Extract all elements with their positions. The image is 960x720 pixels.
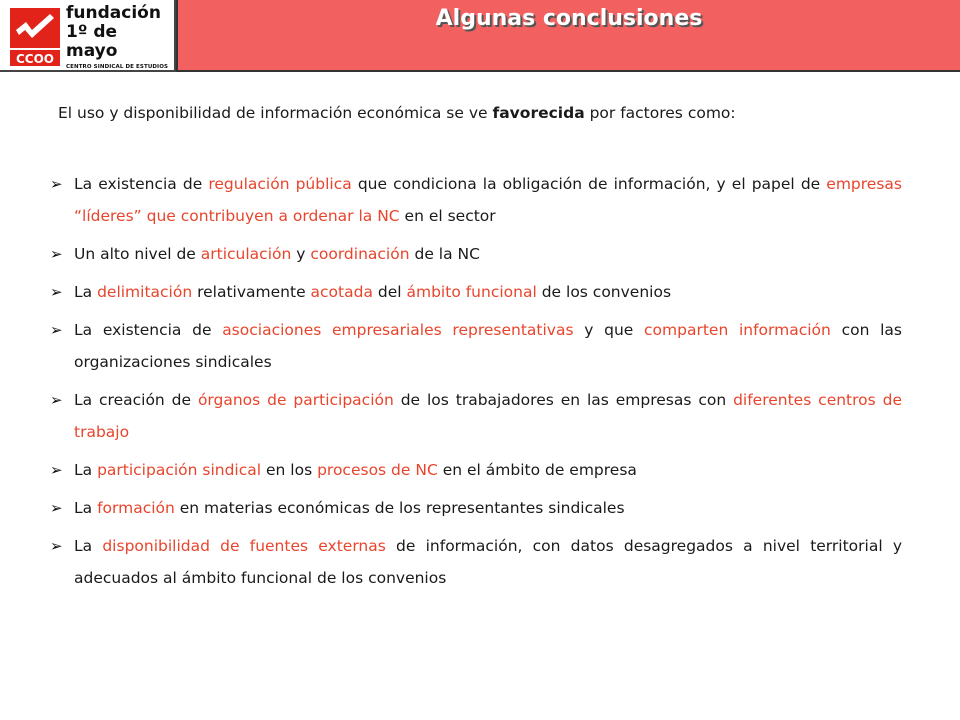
intro-after: por factores como: — [584, 104, 736, 122]
highlight-text: comparten información — [644, 321, 831, 339]
arrow-bullet-icon: ➢ — [50, 391, 63, 409]
plain-text: y — [291, 245, 311, 263]
logo — [0, 0, 176, 72]
highlight-text: disponibilidad de fuentes externas — [102, 537, 386, 555]
bullet-item — [50, 530, 903, 594]
plain-text: de información, con datos desagregados a nivel territorial y adecuados al ámbito funcional de los convenios — [74, 537, 903, 587]
plain-text: La — [74, 461, 98, 479]
highlight-text: participación sindical — [97, 461, 262, 479]
highlight-text: coordinación — [310, 245, 410, 263]
bullet-item — [50, 384, 903, 448]
intro-before: El uso y disponibilidad de información económica se ve — [58, 104, 493, 122]
logo-line1: fundación — [66, 3, 161, 23]
highlight-text: ámbito funcional — [406, 283, 537, 301]
highlight-text: órganos de participación — [197, 391, 394, 409]
bullet-item — [50, 492, 902, 524]
logo-line3: CENTRO SINDICAL DE ESTUDIOS — [66, 64, 169, 70]
bullet-text — [74, 321, 902, 371]
intro-emphasis: favorecida — [492, 104, 585, 122]
highlight-text: procesos de NC — [317, 461, 438, 479]
bullet-text — [74, 537, 902, 587]
bullet-item — [50, 238, 902, 270]
bullet-item — [50, 314, 902, 378]
bullet-text — [74, 391, 902, 441]
plain-text: La — [74, 283, 98, 301]
bullet-list — [50, 168, 903, 600]
logo-text — [66, 4, 174, 73]
arrow-bullet-icon: ➢ — [50, 499, 63, 517]
bullet-text — [74, 499, 625, 517]
bullet-text — [74, 175, 902, 225]
bullet-text — [74, 283, 671, 301]
highlight-text: delimitación — [97, 283, 193, 301]
intro-paragraph — [58, 102, 908, 124]
bullet-text — [74, 245, 480, 263]
bullet-item — [50, 276, 902, 308]
highlight-text: diferentes centros de trabajo — [74, 391, 903, 441]
arrow-bullet-icon: ➢ — [50, 461, 63, 479]
plain-text: La existencia de — [74, 175, 209, 193]
plain-text: de la NC — [409, 245, 480, 263]
logo-mark-text: CCOO — [15, 52, 55, 66]
arrow-bullet-icon: ➢ — [50, 175, 63, 193]
arrow-bullet-icon: ➢ — [50, 537, 63, 555]
highlight-text: articulación — [200, 245, 292, 263]
highlight-text: empresas “líderes” que contribuyen a ordenar la NC — [74, 175, 902, 225]
highlight-text: regulación pública — [208, 175, 352, 193]
ccoo-logo-icon — [10, 8, 60, 66]
highlight-text: asociaciones empresariales representativas — [222, 321, 574, 339]
plain-text: La — [74, 537, 103, 555]
plain-text: en los — [261, 461, 318, 479]
plain-text: La — [74, 499, 98, 517]
plain-text: La creación de — [74, 391, 198, 409]
plain-text: del — [372, 283, 407, 301]
plain-text: de los trabajadores en las empresas con — [393, 391, 734, 409]
arrow-bullet-icon: ➢ — [50, 283, 63, 301]
bullet-item — [50, 168, 902, 232]
plain-text: en el ámbito de empresa — [437, 461, 637, 479]
plain-text: con las organizaciones sindicales — [74, 321, 902, 371]
bullet-text — [74, 461, 637, 479]
arrow-bullet-icon: ➢ — [50, 321, 63, 339]
plain-text: y que — [573, 321, 645, 339]
plain-text: La existencia de — [74, 321, 223, 339]
bullet-item — [50, 454, 902, 486]
highlight-text: acotada — [310, 283, 373, 301]
plain-text: de los convenios — [536, 283, 672, 301]
title-bar — [176, 0, 960, 72]
plain-text: que condiciona la obligación de información, y el papel de — [351, 175, 827, 193]
highlight-text: formación — [97, 499, 175, 517]
logo-line2: 1º de mayo — [66, 22, 118, 61]
plain-text: en materias económicas de los representantes sindicales — [174, 499, 625, 517]
plain-text: en el sector — [399, 207, 496, 225]
plain-text: Un alto nivel de — [74, 245, 201, 263]
slide-title: Algunas conclusiones — [435, 6, 703, 31]
arrow-bullet-icon: ➢ — [50, 245, 63, 263]
plain-text: relativamente — [192, 283, 311, 301]
